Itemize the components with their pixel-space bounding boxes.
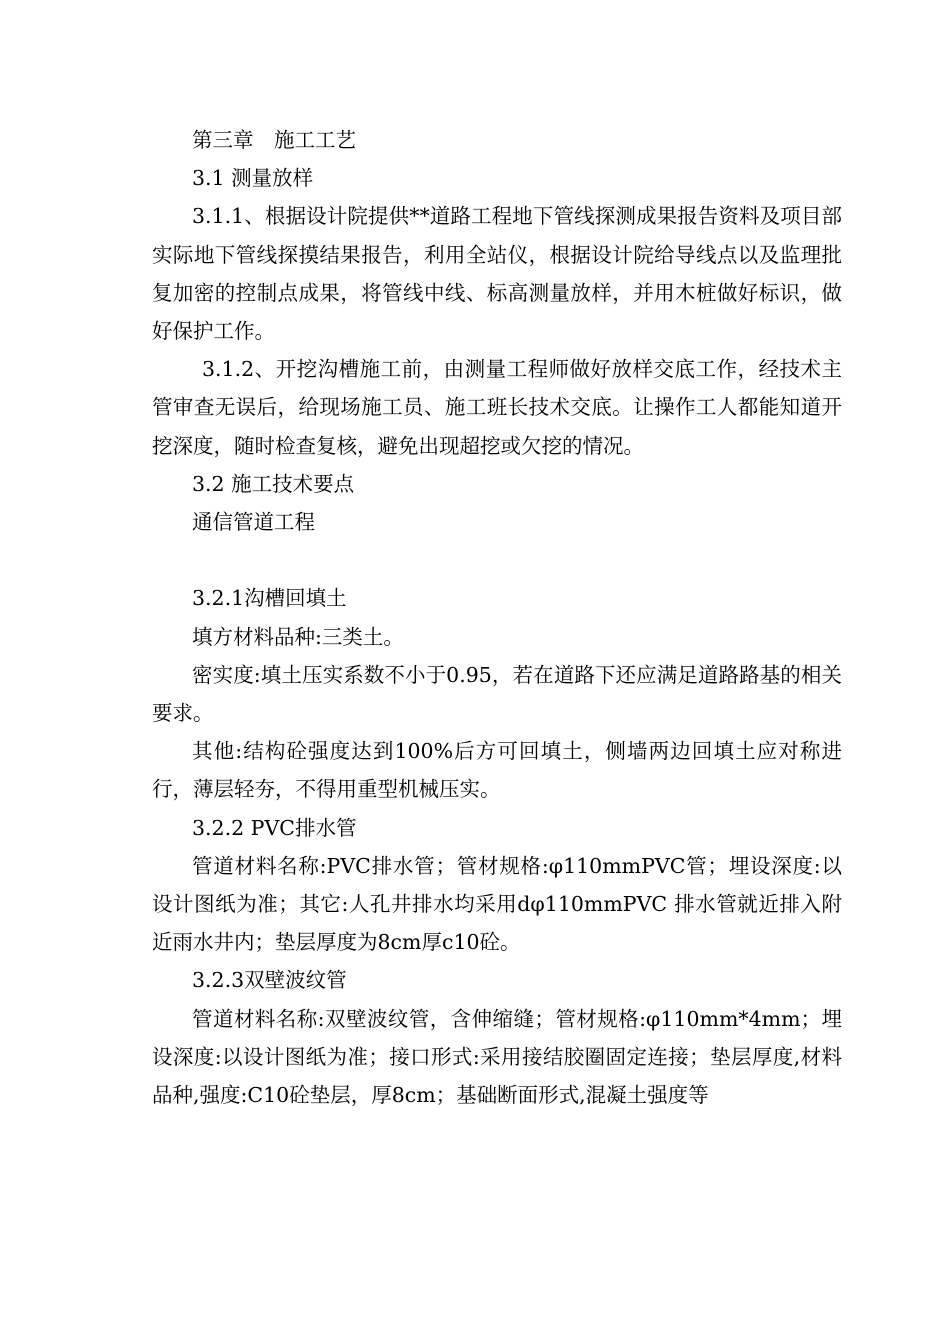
paragraph-corrugated: 管道材料名称:双壁波纹管，含伸缩缝；管材规格:φ110mm*4mm；埋设深度:以设计图纸为准；接口形式:采用接结胶圈固定连接；垫层厚度,材料品种,强度:C10砼垫层，厚8cm；基础断面形式,混凝土强度等 <box>152 1006 842 1108</box>
paragraph-pvc: 管道材料名称:PVC排水管；管材规格:φ110mmPVC管；埋设深度:以设计图纸为准；其它:人孔井排水均采用dφ110mmPVC 排水管就近排入附近雨水井内；垫层厚度为8cm厚c10砼。 <box>152 853 842 955</box>
document-body <box>152 121 842 1114</box>
section-heading-3-2: 3.2 施工技术要点 <box>192 471 355 496</box>
paragraph-density: 密实度:填土压实系数不小于0.95，若在道路下还应满足道路路基的相关要求。 <box>152 662 842 726</box>
blank-line <box>152 541 842 579</box>
paragraph-3-1-2: 3.1.2、开挖沟槽施工前，由测量工程师做好放样交底工作，经技术主管审查无误后，给现场施工员、施工班长技术交底。让操作工人都能知道开挖深度，随时检查复核，避免出现超挖或欠挖的情况。 <box>152 357 842 458</box>
section-heading-3-2-3: 3.2.3双壁波纹管 <box>192 968 347 993</box>
paragraph-3-1-1: 3.1.1、根据设计院提供**道路工程地下管线探测成果报告资料及项目部实际地下管线探摸结果报告，利用全站仪，根据设计院给导线点以及监理批复加密的控制点成果，将管线中线、标高测量放样，并用木桩做好标识，做好保护工作。 <box>152 204 842 344</box>
paragraph-other: 其他:结构砼强度达到100%后方可回填土，侧墙两边回填土应对称进行，薄层轻夯，不得用重型机械压实。 <box>152 739 842 802</box>
subsection-title: 通信管道工程 <box>192 510 315 535</box>
section-heading-3-2-2: 3.2.2 PVC排水管 <box>192 815 357 840</box>
chapter-title: 第三章 施工工艺 <box>192 128 356 152</box>
paragraph-fill-material: 填方材料品种:三类土。 <box>192 624 404 649</box>
section-heading-3-1: 3.1 测量放样 <box>192 166 314 191</box>
section-heading-3-2-1: 3.2.1沟槽回填土 <box>192 586 347 611</box>
